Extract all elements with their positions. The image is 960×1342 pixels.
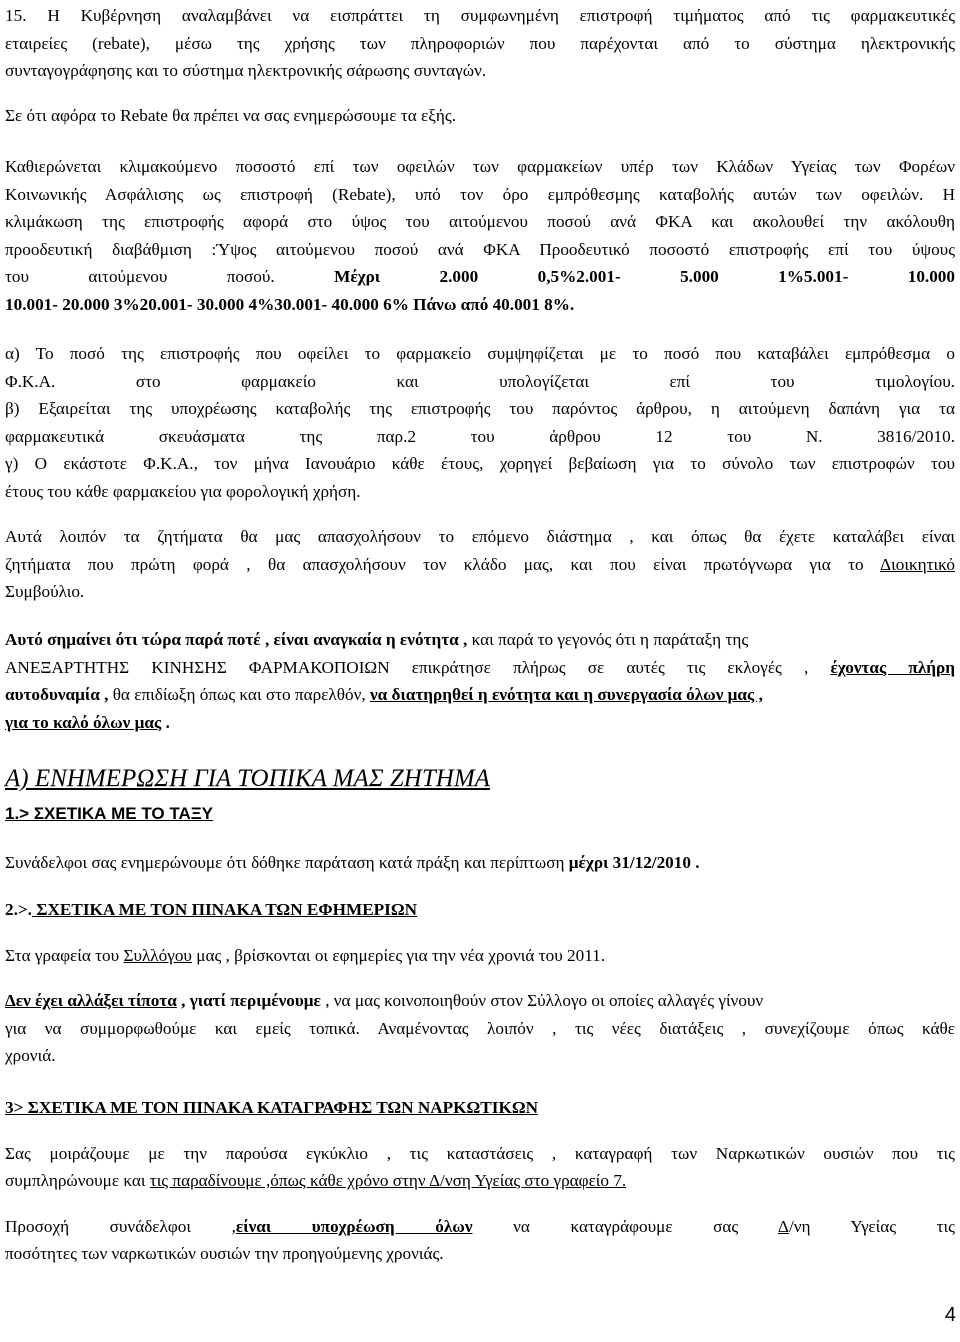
section-title — [5, 896, 955, 924]
section-duty-roster — [5, 896, 955, 1070]
bold-underlined-text: έχοντας πλήρη — [830, 657, 955, 677]
bold-text: . — [161, 712, 170, 732]
text-line — [5, 263, 955, 291]
text-span: ζητήματα που πρώτη φορά , θα απασχολήσουν τον κλάδο μας, και που είναι πρωτόγνωρα για το — [5, 554, 881, 574]
text-line: έτους του κάθε φαρμακείου για φορολογική χρήση. — [5, 481, 361, 501]
text-line: φαρμακευτικά σκευάσματα της παρ.2 του άρθρου 12 του Ν. 3816/2010. — [5, 426, 955, 446]
text-line — [5, 987, 955, 1015]
text-line: γ) Ο εκάστοτε Φ.Κ.Α., τον μήνα Ιανουάριο κάθε έτους, χορηγεί βεβαίωση για το σύνολο των επιστροφών του — [5, 454, 955, 473]
text-line — [5, 709, 955, 737]
text-line — [5, 626, 955, 654]
paragraph-unity — [5, 626, 955, 736]
underlined-text: τις παραδίνουμε ,όπως κάθε χρόνο στην Δ/νση Υγείας στο γραφείο 7. — [149, 1171, 627, 1190]
bold-text: αυτοδυναμία , — [5, 685, 109, 704]
bold-text: Αυτό σημαίνει ότι τώρα παρά ποτέ , είναι αναγκαία η ενότητα , — [5, 630, 468, 649]
section-title: 3> ΣΧΕΤΙΚΑ ΜΕ ΤΟΝ ΠΙΝΑΚΑ ΚΑΤΑΓΡΑΦΗΣ ΤΩΝ ΝΑΡΚΩΤΙΚΩΝ — [5, 1098, 538, 1117]
text-span: μας , βρίσκονται οι εφημερίες για την νέα χρονιά του 2011. — [191, 945, 606, 965]
paragraph-rebate-scale — [5, 153, 955, 318]
section-narcotics — [5, 1094, 955, 1268]
text-line: προοδευτική διαβάθμιση :Ύψος αιτούμενου ποσού ανά ΦΚΑ Προοδευτικό ποσοστό επιστροφής επί του ύψους — [5, 239, 955, 259]
underlined-text: Δ — [777, 1216, 789, 1236]
text-line: 15. Η Κυβέρνηση αναλαμβάνει να εισπράττει τη συμφωνημένη επιστροφή τιμήματος από τις φαρμακευτικές — [5, 6, 955, 25]
bold-underlined-text: να διατηρηθεί η ενότητα και η συνεργασία όλων μας , — [369, 685, 763, 704]
text-line: κλιμάκωση της επιστροφής αφορά στο ύψος του αιτούμενου ποσού ανά ΦΚΑ και ακολουθεί την ακόλουθη — [5, 212, 955, 231]
text-span: /νη Υγείας τις — [788, 1216, 955, 1236]
underlined-text: Συλλόγου — [123, 945, 192, 965]
page-number: 4 — [944, 1304, 956, 1326]
text-span: ΑΝΕΞΑΡΤΗΤΗΣ ΚΙΝΗΣΗΣ ΦΑΡΜΑΚΟΠΟΙΩΝ επικράτησε πλήρως σε αυτές τις εκλογές , — [5, 657, 809, 677]
bold-underlined-text: για το καλό όλων μας — [5, 712, 162, 732]
text-span: να καταγράφουμε σας — [472, 1216, 778, 1236]
text-line — [5, 551, 955, 579]
paragraph-rebate-notice — [5, 102, 955, 130]
text-span: και παρά το γεγονός ότι η παράταξη της — [467, 630, 749, 649]
text-line — [5, 942, 955, 970]
text-line: χρονιά. — [5, 1046, 56, 1065]
text-line: α) Το ποσό της επιστροφής που οφείλει το φαρμακείο συμψηφίζεται με το ποσό που καταβάλει εμπρόθεσμα ο — [5, 344, 955, 363]
text-line: Αυτά λοιπόν τα ζητήματα θα μας απασχολήσουν το επόμενο διάστημα , και όπως θα έχετε καταλάβει είναι — [5, 527, 955, 546]
text-line — [5, 1167, 955, 1195]
text-span: θα επιδίωξη όπως και στο παρελθόν, — [108, 685, 370, 704]
underlined-text: Διοικητικό — [880, 554, 955, 574]
text-span: συμπληρώνουμε και — [5, 1171, 150, 1190]
section-title: 1.> ΣΧΕΤΙΚΑ ΜΕ ΤΟ ΤΑΞΥ — [5, 804, 214, 823]
text-line: β) Εξαιρείται της υποχρέωσης καταβολής της επιστροφής του παρόντος άρθρου, η αιτούμενη δαπάνη για τα — [5, 399, 955, 418]
text-span: Συνάδελφοι σας ενημερώνουμε ότι δόθηκε παράταση κατά πράξη και περίπτωση — [5, 852, 569, 872]
scale-tiers: 10.001- 20.000 3%20.001- 30.000 4%30.001- 40.000 6% Πάνω από 40.001 8%. — [5, 294, 575, 314]
section-heading: Α) ΕΝΗΜΕΡΩΣΗ ΓΙΑ ΤΟΠΙΚΑ ΜΑΣ ΖΗΤΗΜΑ — [5, 765, 490, 792]
text-line: Συμβούλιο. — [5, 582, 85, 601]
text-line — [5, 1213, 955, 1241]
text-line: Φ.Κ.Α. στο φαρμακείο και υπολογίζεται επί του τιμολογίου. — [5, 371, 955, 391]
paragraph-upcoming-issues — [5, 523, 955, 606]
text-line: Κοινωνικής Ασφάλισης ως επιστροφή (Rebate), υπό τον όρο εμπρόθεσμης καταβολής αυτών των οφειλών. Η — [5, 184, 955, 204]
section-title-text: ΣΧΕΤΙΚΑ ΜΕ ΤΟΝ ΠΙΝΑΚΑ ΤΩΝ ΕΦΗΜΕΡΙΩΝ — [31, 900, 418, 919]
text-line: ποσότητες των ναρκωτικών ουσιών την προηγούμενης χρονιάς. — [5, 1244, 444, 1263]
text-line — [5, 681, 955, 709]
bold-underlined-text: είναι υποχρέωση όλων — [235, 1216, 473, 1236]
section-taxy — [5, 800, 955, 876]
paragraph-rebate-terms — [5, 340, 955, 505]
text-line: Σε ότι αφόρα το Rebate θα πρέπει να σας ενημερώσουμε τα εξής. — [5, 106, 456, 125]
text-line: για να συμμορφωθούμε και εμείς τοπικά. Αναμένοντας λοιπόν , τις νέες διατάξεις , συνεχίζουμε όπως κάθε — [5, 1018, 955, 1038]
text-line: συνταγογράφησης και το σύστημα ηλεκτρονικής σάρωσης συνταγών. — [5, 61, 487, 80]
text-span: του αιτούμενου ποσού. — [5, 267, 275, 286]
text-span: Προσοχή συνάδελφοι , — [5, 1216, 236, 1236]
bold-underlined-text: Δεν έχει αλλάξει τίποτα — [5, 991, 177, 1010]
scale-tiers: Μέχρι 2.000 0,5%2.001- 5.000 1%5.001- 10.000 — [334, 267, 955, 286]
heading-local-issues — [5, 763, 955, 795]
text-span: Στα γραφεία του — [5, 945, 124, 965]
text-line: Καθιερώνεται κλιμακούμενο ποσοστό επί των οφειλών των φαρμακείων υπέρ των Κλάδων Υγείας των Φορέων — [5, 157, 955, 176]
text-line — [5, 849, 955, 877]
bold-text: μέχρι 31/12/2010 . — [568, 852, 700, 872]
bold-text: , γιατί περιμένουμε — [176, 991, 321, 1010]
text-span: , να μας κοινοποιηθούν στον Σύλλογο οι οποίες αλλαγές γίνουν — [320, 991, 764, 1010]
text-line — [5, 654, 955, 682]
section-number: 2.>. — [5, 900, 32, 919]
text-line: εταιρείες (rebate), μέσω της χρήσης των πληροφοριών που παρέχονται από το σύστημα ηλεκτρονικής — [5, 33, 955, 53]
paragraph-rebate-intro — [5, 2, 955, 85]
text-line: Σας μοιράζουμε με την παρούσα εγκύκλιο , τις καταστάσεις , καταγραφή των Ναρκωτικών ουσιών που τις — [5, 1143, 955, 1163]
